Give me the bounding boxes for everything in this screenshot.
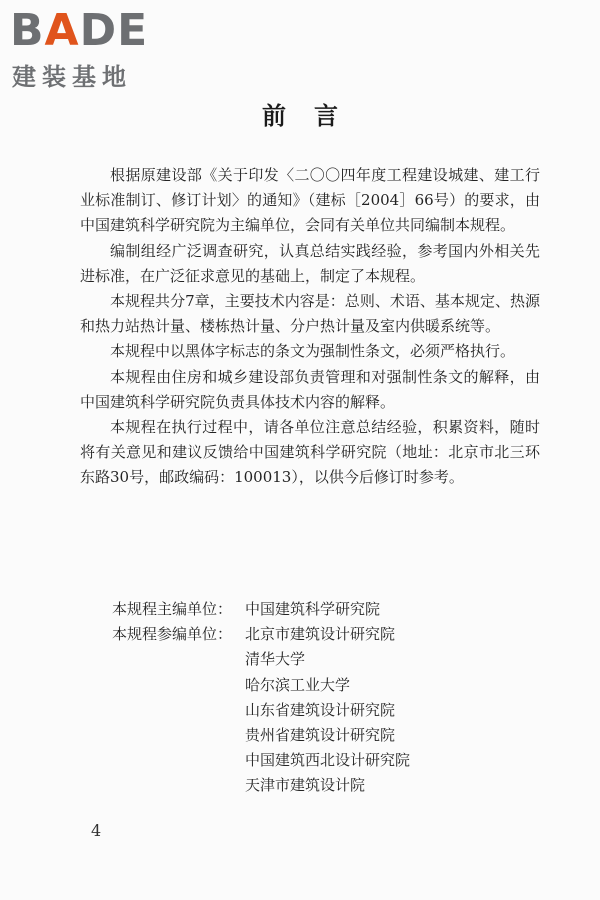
paragraph-mandatory-clauses: 本规程中以黑体字标志的条文为强制性条文，必须严格执行。 <box>110 342 516 361</box>
paragraph-feedback: 本规程在执行过程中，请各单位注意总结经验，积累资料，随时将有关意见和建议反馈给中国建筑科学研究院（地址：北京市北三环东路30号，邮政编码：100013），以供今后修订时参考。 <box>80 418 540 487</box>
chief-unit-name: 中国建筑科学研究院 <box>245 600 381 618</box>
chief-unit-label: 本规程主编单位： <box>112 600 233 618</box>
units-section <box>112 597 552 799</box>
participating-units-row <box>112 622 552 798</box>
participating-unit: 贵州省建筑设计研究院 <box>245 726 396 745</box>
participating-unit: 哈尔滨工业大学 <box>245 675 351 694</box>
paragraph-compilation-basis: 根据原建设部《关于印发〈二〇〇四年度工程建设城建、建工行业标准制订、修订计划〉的通知》（建标［2004］66号）的要求，由中国建筑科学研究院为主编单位，会同有关单位共同编制本规程。 <box>80 166 540 235</box>
logo-letter-a: A <box>44 5 80 56</box>
bade-logo <box>10 6 175 96</box>
participating-unit: 清华大学 <box>245 650 306 669</box>
paragraph-management: 本规程由住房和城乡建设部负责管理和对强制性条文的解释，由中国建筑科学研究院负责具体技术内容的解释。 <box>80 367 540 411</box>
page-title: 前言 <box>262 102 366 130</box>
participating-unit: 中国建筑西北设计研究院 <box>245 751 411 770</box>
preface-body <box>80 163 540 491</box>
page-number: 4 <box>91 821 102 840</box>
logo-subtitle: 建装基地 <box>12 63 132 91</box>
participating-units-list <box>245 622 410 798</box>
participating-unit: 天津市建筑设计院 <box>245 776 366 795</box>
participating-unit: 山东省建筑设计研究院 <box>245 700 396 719</box>
logo-letter-b: B <box>10 5 45 56</box>
logo-letters-de: DE <box>79 5 149 56</box>
logo-wordmark <box>10 6 148 56</box>
chief-unit-row <box>112 597 552 622</box>
paragraph-contents: 本规程共分7章，主要技术内容是：总则、术语、基本规定、热源和热力站热计量、楼栋热计量、分户热计量及室内供暖系统等。 <box>80 292 540 336</box>
paragraph-research: 编制组经广泛调查研究，认真总结实践经验，参考国内外相关先进标准，在广泛征求意见的基础上，制定了本规程。 <box>80 241 540 285</box>
participating-units-label: 本规程参编单位： <box>112 625 233 644</box>
participating-unit: 北京市建筑设计研究院 <box>245 625 396 644</box>
